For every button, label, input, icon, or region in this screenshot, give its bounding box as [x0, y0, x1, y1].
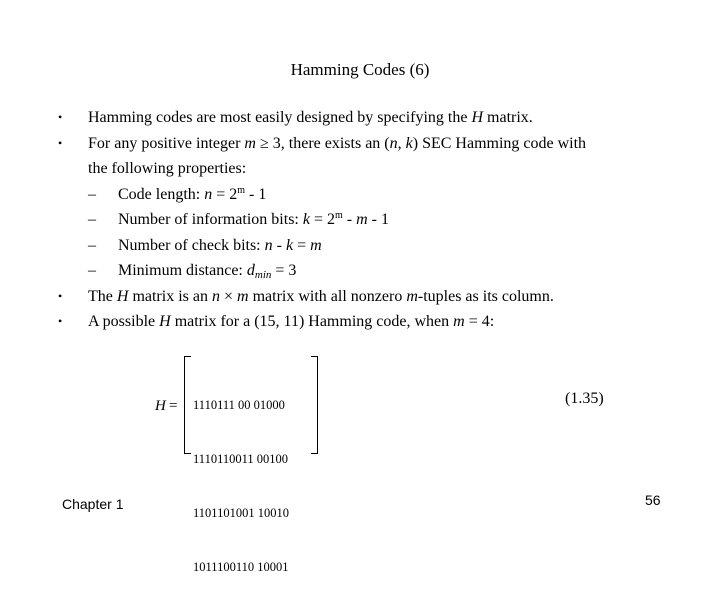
- matrix-row: 1011100110 10001: [193, 560, 289, 574]
- bullet-item: • For any positive integer m ≥ 3, there exists an (n, k) SEC Hamming code with the following properties:: [58, 131, 678, 182]
- equation-number: (1.35): [565, 390, 604, 407]
- matrix-row: 1110111 00 01000: [193, 398, 285, 412]
- page-number: 56: [645, 492, 661, 508]
- bullet-continuation: the following properties:: [88, 160, 247, 177]
- matrix-equals: =: [169, 398, 178, 414]
- sub-dash: –: [88, 262, 96, 279]
- sub-item: – Number of information bits: $k = 2^m - m - 1$: [58, 207, 678, 233]
- footer-chapter: Chapter 1: [62, 496, 124, 512]
- bullet-item: • The H matrix is an n × m matrix with all nonzero m-tuples as its column.: [58, 284, 678, 310]
- left-bracket: [184, 356, 191, 454]
- right-bracket: [311, 356, 318, 454]
- sub-item: – Number of check bits: n - k = m: [58, 233, 678, 259]
- sub-dash: –: [88, 211, 96, 228]
- bullet-list: [58, 105, 678, 335]
- matrix-row: 1110110011 00100: [193, 452, 289, 466]
- h-matrix: [155, 356, 325, 574]
- bullet-dot: •: [58, 288, 63, 303]
- sub-dash: –: [88, 236, 96, 254]
- bullet-item: • A possible H matrix for a (15, 11) Hamming code, when m = 4:: [58, 309, 678, 335]
- bullet-dot: •: [58, 135, 63, 150]
- sub-dash: –: [88, 185, 96, 203]
- bullet-dot: •: [58, 314, 63, 328]
- matrix-rows: [193, 360, 289, 612]
- matrix-label: H: [155, 398, 166, 414]
- bullet-item: • Hamming codes are most easily designed by specifying the H matrix.: [58, 105, 678, 131]
- slide-title: Hamming Codes (6): [290, 60, 430, 79]
- bullet-dot: •: [58, 110, 63, 124]
- sub-item: – Minimum distance: $d_{min} = 3$: [58, 258, 678, 284]
- sub-item: – Code length: $n = 2^m - 1$: [58, 182, 678, 208]
- matrix-row: 1101101001 10010: [193, 506, 289, 520]
